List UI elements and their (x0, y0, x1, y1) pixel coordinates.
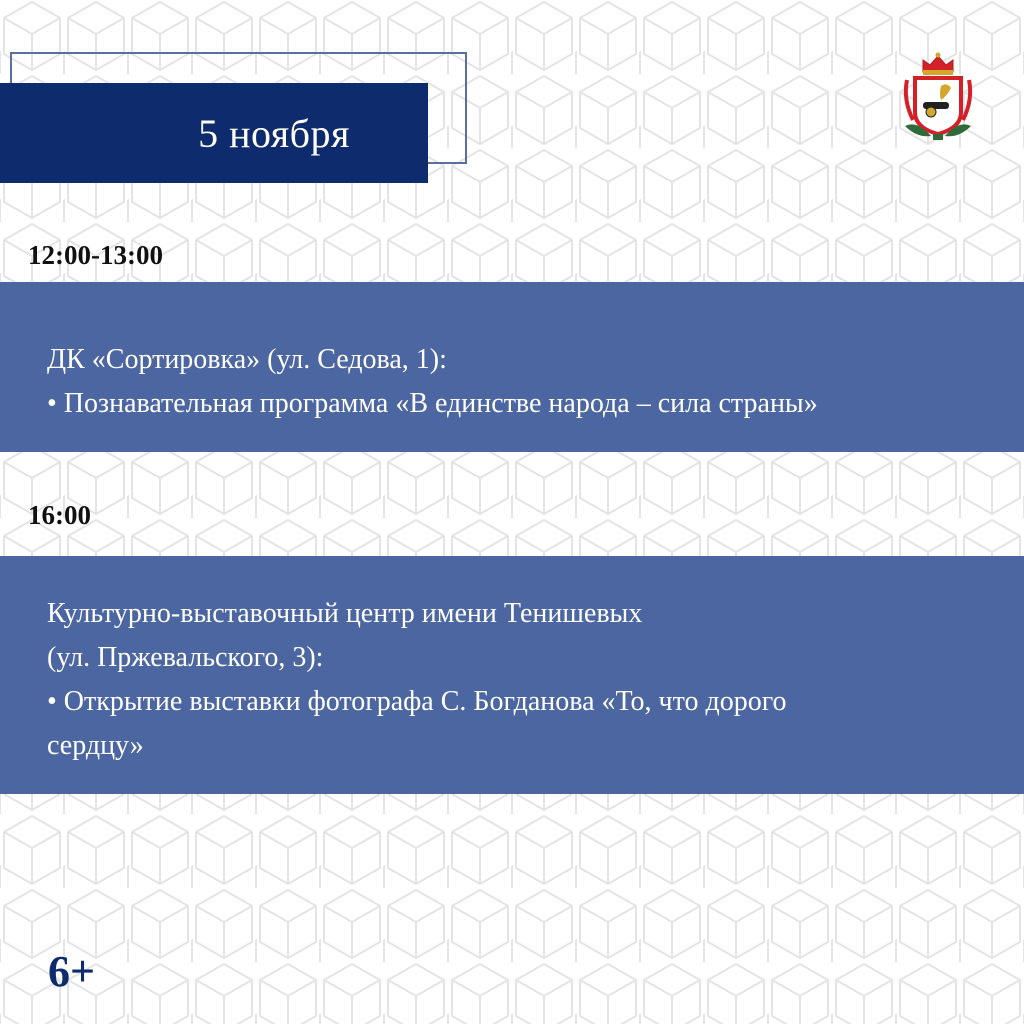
event-venue: ДК «Сортировка» (ул. Седова, 1): (47, 344, 447, 375)
event-address: (ул. Пржевальского, 3): (47, 642, 324, 673)
date-label: 5 ноября (198, 110, 350, 156)
event-block (0, 556, 1024, 794)
event-program-continued: сердцу» (47, 730, 144, 761)
event-block (0, 282, 1024, 452)
date-banner (0, 83, 428, 183)
age-rating-badge: 6+ (48, 947, 96, 996)
smolensk-coat-of-arms-icon (893, 50, 983, 145)
event-program: • Познавательная программа «В единстве народа – сила страны» (47, 388, 818, 419)
event-venue: Культурно-выставочный центр имени Тенишевых (47, 598, 643, 629)
event-time: 12:00-13:00 (28, 240, 163, 270)
event-time: 16:00 (28, 500, 91, 530)
event-program: • Открытие выставки фотографа С. Богданова «То, что дорого (47, 686, 787, 717)
